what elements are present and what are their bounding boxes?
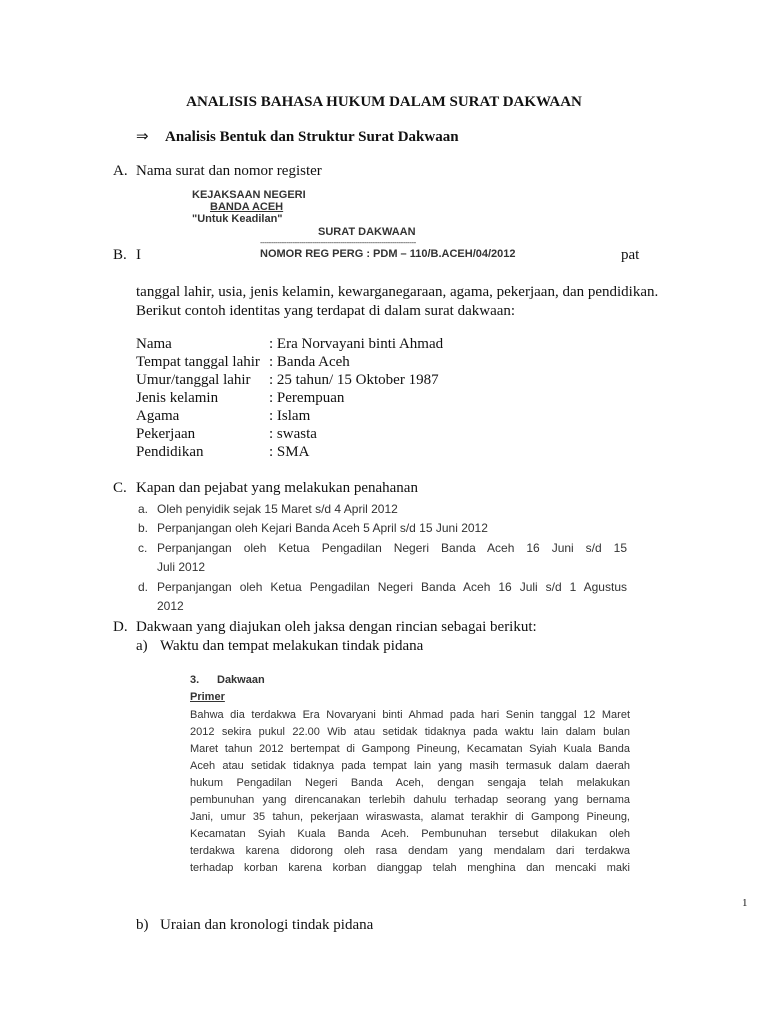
dakwaan-line: pembunuhan yang direncanakan terlebih dahulu terhadap seorang yang bernama: [190, 794, 630, 806]
list-item-continuation: Juli 2012: [157, 560, 206, 574]
item-d-a-label: a): [136, 638, 148, 654]
letterhead-nomor: NOMOR REG PERG : PDM – 110/B.ACEH/04/2012: [260, 248, 516, 260]
identity-key: Pekerjaan: [136, 426, 196, 442]
arrow-icon: ⇒: [136, 129, 149, 145]
item-d-b-text: Uraian dan kronologi tindak pidana: [160, 917, 374, 933]
item-b-line2: Berikut contoh identitas yang terdapat di dalam surat dakwaan:: [136, 303, 516, 319]
dakwaan-line: terhadap korban karena korban dianggap telah menghina dan mencaki maki: [190, 862, 630, 874]
item-a-text: Nama surat dan nomor register: [136, 163, 322, 179]
section-heading: Analisis Bentuk dan Struktur Surat Dakwaan: [165, 129, 459, 145]
item-d-text: Dakwaan yang diajukan oleh jaksa dengan rincian sebagai berikut:: [136, 619, 537, 635]
identity-value: : 25 tahun/ 15 Oktober 1987: [269, 372, 439, 388]
dakwaan-heading: Dakwaan: [217, 674, 265, 686]
list-marker: a.: [138, 502, 149, 516]
dakwaan-number: 3.: [190, 674, 200, 686]
identity-value: : Era Norvayani binti Ahmad: [269, 336, 444, 352]
item-d-a-text: Waktu dan tempat melakukan tindak pidana: [160, 638, 424, 654]
item-c-text: Kapan dan pejabat yang melakukan penahanan: [136, 480, 418, 496]
dakwaan-line: Aceh atau setidak tidaknya pada tempat lain yang masih termasuk dalam daerah: [190, 760, 630, 772]
item-b-line1: tanggal lahir, usia, jenis kelamin, kewarganegaraan, agama, pekerjaan, dan pendidikan.: [136, 284, 659, 300]
letterhead-motto: "Untuk Keadilan": [192, 213, 283, 225]
identity-key: Agama: [136, 408, 180, 424]
list-marker: c.: [138, 541, 148, 555]
letterhead-line1: KEJAKSAAN NEGERI: [192, 189, 306, 201]
identity-key: Nama: [136, 336, 172, 352]
identity-key: Jenis kelamin: [136, 390, 219, 406]
item-b-fragment-right: pat: [621, 247, 640, 263]
letterhead-line2: BANDA ACEH: [210, 201, 284, 213]
list-item: Oleh penyidik sejak 15 Maret s/d 4 April 2012: [157, 502, 398, 516]
item-d-label: D.: [113, 619, 128, 635]
list-item: Perpanjangan oleh Ketua Pengadilan Negeri Banda Aceh 16 Juli s/d 1 Agustus: [157, 580, 627, 594]
item-c-label: C.: [113, 480, 127, 496]
dakwaan-line: Kecamatan Syiah Kuala Banda Aceh. Pembunuhan tersebut dilakukan oleh: [190, 828, 630, 840]
identity-key: Pendidikan: [136, 444, 204, 460]
item-a-label: A.: [113, 163, 128, 179]
item-d-b-label: b): [136, 917, 149, 933]
identity-value: : Islam: [269, 408, 311, 424]
identity-value: : SMA: [269, 444, 310, 460]
dakwaan-line: Maret tahun 2012 bertempat di Gampong Pineung, Kecamatan Syiah Kuala Banda: [190, 743, 630, 755]
list-item: Perpanjangan oleh Kejari Banda Aceh 5 April s/d 15 Juni 2012: [157, 521, 488, 535]
list-marker: b.: [138, 521, 149, 535]
page-title: ANALISIS BAHASA HUKUM DALAM SURAT DAKWAAN: [186, 94, 582, 110]
page-number: 1: [742, 897, 748, 909]
dakwaan-subheading: Primer: [190, 691, 225, 703]
list-marker: d.: [138, 580, 149, 594]
identity-key: Tempat tanggal lahir: [136, 354, 260, 370]
dakwaan-line: hukum Pengadilan Negeri Banda Aceh, dengan sengaja telah melakukan: [190, 777, 630, 789]
identity-key: Umur/tanggal lahir: [136, 372, 251, 388]
item-b-fragment-left: I: [136, 247, 141, 263]
dakwaan-line: Jani, umur 35 tahun, pekerjaan wiraswasta, alamat terakhir di Gampong Pineung,: [190, 811, 630, 823]
letterhead-dashes: ------------------------------------------------------------------------: [260, 239, 416, 247]
dakwaan-line: 2012 sekira pukul 22.00 Wib atau setidak tidaknya pada waktu lain dalam bulan: [190, 726, 630, 738]
identity-value: : Perempuan: [269, 390, 345, 406]
letterhead-title: SURAT DAKWAAN: [318, 226, 416, 238]
dakwaan-line: Bahwa dia terdakwa Era Novaryani binti Ahmad pada hari Senin tanggal 12 Maret: [190, 709, 630, 721]
identity-value: : Banda Aceh: [269, 354, 350, 370]
identity-value: : swasta: [269, 426, 317, 442]
item-b-label: B.: [113, 247, 127, 263]
list-item-continuation: 2012: [157, 599, 184, 613]
dakwaan-line: terdakwa karena didorong oleh rasa dendam yang mendalam dari terdakwa: [190, 845, 630, 857]
list-item: Perpanjangan oleh Ketua Pengadilan Negeri Banda Aceh 16 Juni s/d 15: [157, 541, 627, 555]
